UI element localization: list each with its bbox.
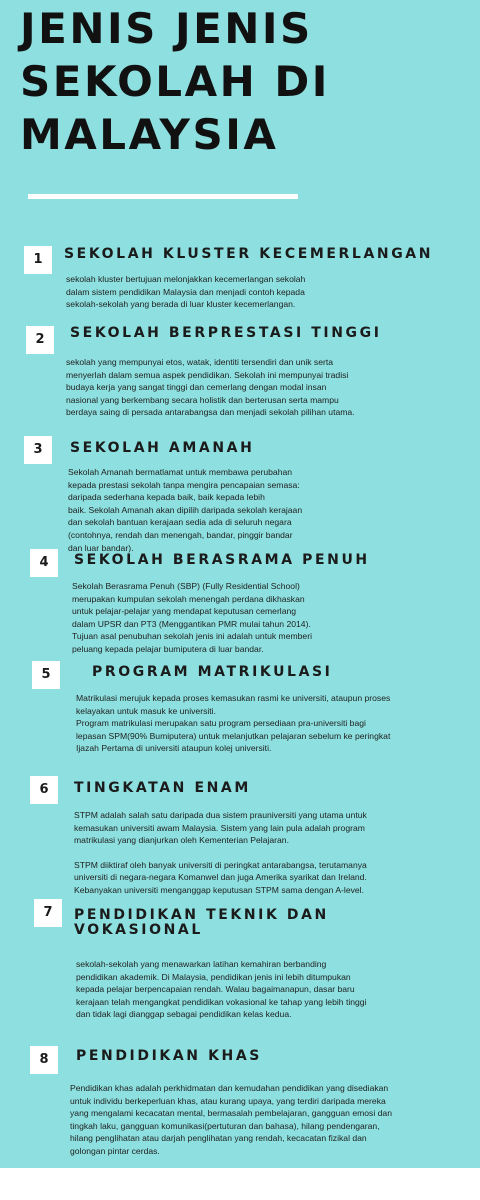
body-line: daripada sederhana kepada baik, baik kepada lebih xyxy=(68,492,265,503)
body-line: kepada prestasi sekolah tanpa mengira pencapaian semasa: xyxy=(68,479,300,490)
section-body xyxy=(76,692,390,755)
body-line: hilang penglihatan atau darjah penglihatan yang rendah, kecacatan fizikal dan xyxy=(70,1133,367,1144)
body-line: (contohnya, rendah dan menengah, bandar, pinggir bandar xyxy=(68,529,293,540)
heading-line: PENDIDIKAN TEKNIK DAN xyxy=(74,907,329,923)
body-line: golongan pintar cerdas. xyxy=(70,1145,160,1156)
body-line: peluang kepada pelajar bumiputera di luar bandar. xyxy=(72,643,264,654)
page-title xyxy=(20,2,330,161)
body-line: untuk individu berkeperluan khas, atau kurang upaya, yang terdiri daripada mereka xyxy=(70,1095,386,1106)
body-line: merupakan kumpulan sekolah menengah perdana dikhaskan xyxy=(72,593,305,604)
body-line: pendidikan akademik. Di Malaysia, pendidikan jenis ini lebih ditumpukan xyxy=(76,971,351,982)
body-line: Sekolah Berasrama Penuh (SBP) (Fully Residential School) xyxy=(72,581,300,591)
section-body xyxy=(74,809,367,897)
section-body xyxy=(76,958,366,1021)
body-line: Pendidikan khas adalah perkhidmatan dan kemudahan pendidikan yang disediakan xyxy=(70,1083,389,1093)
section-heading: SEKOLAH BERPRESTASI TINGGI xyxy=(70,325,382,341)
section-heading xyxy=(74,908,329,938)
body-line: sekolah-sekolah yang menawarkan latihan kemahiran berbanding xyxy=(76,959,327,969)
body-line: matrikulasi yang dianjurkan oleh Kementerian Pelajaran. xyxy=(74,835,289,846)
section-heading: PROGRAM MATRIKULASI xyxy=(92,664,333,680)
section-heading: TINGKATAN ENAM xyxy=(74,780,251,796)
section-body xyxy=(70,1082,392,1158)
body-line: sekolah kluster bertujuan melonjakkan kecemerlangan sekolah xyxy=(66,274,306,284)
heading-line: VOKASIONAL xyxy=(74,922,203,938)
section-body xyxy=(68,466,302,554)
body-line: STPM adalah salah satu daripada dua sistem prauniversiti yang utama untuk xyxy=(74,810,367,820)
body-line: untuk pelajar-pelajar yang mendapat keputusan cemerlang xyxy=(72,606,297,617)
body-line: dalam sistem pendidikan Malaysia dan menjadi contoh kepada xyxy=(66,286,305,297)
title-line: MALAYSIA xyxy=(20,110,279,159)
section-heading: SEKOLAH AMANAH xyxy=(70,440,255,456)
section-body xyxy=(66,356,355,419)
body-line: kelayakan untuk masuk ke universiti. xyxy=(76,705,216,716)
body-line: budaya kerja yang sangat tinggi dan cemerlang dengan modal insan xyxy=(66,382,327,393)
body-line: STPM diiktiraf oleh banyak universiti di peringkat antarabangsa, terutamanya xyxy=(74,859,367,870)
section-number: 2 xyxy=(26,326,54,354)
section-number: 5 xyxy=(32,661,60,689)
section-body xyxy=(66,273,305,311)
section-heading: SEKOLAH BERASRAMA PENUH xyxy=(74,552,370,568)
body-line: kepada pelajar berpencapaian rendah. Walau bagaimanapun, dasar baru xyxy=(76,984,355,995)
body-line: sekolah-sekolah yang berada di luar kluster kecemerlangan. xyxy=(66,299,296,310)
title-divider xyxy=(28,194,298,199)
body-line: Sekolah Amanah bermatlamat untuk membawa perubahan xyxy=(68,467,293,477)
body-line: dalam UPSR dan PT3 (Menggantikan PMR mulai tahun 2014). xyxy=(72,618,311,629)
section-number: 8 xyxy=(30,1046,58,1074)
body-line: nasional yang berkembang secara holistik dan berterusan serta mampu xyxy=(66,394,339,405)
body-line: Program matrikulasi merupakan satu program persediaan pra-universiti bagi xyxy=(76,718,366,729)
section-number: 1 xyxy=(24,246,52,274)
body-line: kerajaan telah mengangkat pendidikan vokasional ke tahap yang lebih tinggi xyxy=(76,996,367,1007)
body-line: yang mengalami kecacatan mental, bermasalah pembelajaran, gangguan emosi dan xyxy=(70,1108,392,1119)
section-number: 7 xyxy=(34,899,62,927)
body-line: sekolah yang mempunyai etos, watak, identiti tersendiri dan unik serta xyxy=(66,357,334,367)
body-line: menyerlah dalam semua aspek pendidikan. Sekolah ini mempunyai tradisi xyxy=(66,369,349,380)
body-line: berdaya saing di persada antarabangsa dan menjadi sekolah pilihan utama. xyxy=(66,407,355,418)
section-heading: SEKOLAH KLUSTER KECEMERLANGAN xyxy=(64,246,434,262)
section-heading: PENDIDIKAN KHAS xyxy=(76,1048,262,1064)
body-line: baik. Sekolah Amanah akan dipilih daripada sekolah kerajaan xyxy=(68,504,303,515)
body-line: Matrikulasi merujuk kepada proses kemasukan rasmi ke universiti, ataupun proses xyxy=(76,693,391,703)
body-line: dan luar bandar). xyxy=(68,542,134,553)
title-line: JENIS JENIS xyxy=(20,4,313,53)
section-number: 4 xyxy=(30,549,58,577)
body-line: dan tidak lagi dianggap sebagai pendidikan kelas kedua. xyxy=(76,1009,292,1020)
title-line: SEKOLAH DI xyxy=(20,57,330,106)
body-line: kemasukan universiti awam Malaysia. Sistem yang lain pula adalah program xyxy=(74,822,365,833)
section-number: 6 xyxy=(30,776,58,804)
body-line: dan sekolah bantuan kerajaan sedia ada di seluruh negara xyxy=(68,517,292,528)
section-body xyxy=(72,580,312,656)
body-line: tingkah laku, gangguan komunikasi(pertuturan dan bahasa), hilang pendengaran, xyxy=(70,1120,380,1131)
body-line: Ijazah Pertama di universiti ataupun kolej universiti. xyxy=(76,743,272,754)
body-line: Kebanyakan universiti menganggap keputusan STPM sama dengan A-level. xyxy=(74,884,364,895)
body-line: lepasan SPM(90% Bumiputera) untuk melanjutkan pelajaran sebelum ke peringkat xyxy=(76,730,391,741)
body-line: universiti di negara-negara Komanwel dan juga Amerika syarikat dan Ireland. xyxy=(74,872,367,883)
body-line: Tujuan asal penubuhan sekolah jenis ini adalah untuk memberi xyxy=(72,631,312,642)
section-number: 3 xyxy=(24,436,52,464)
